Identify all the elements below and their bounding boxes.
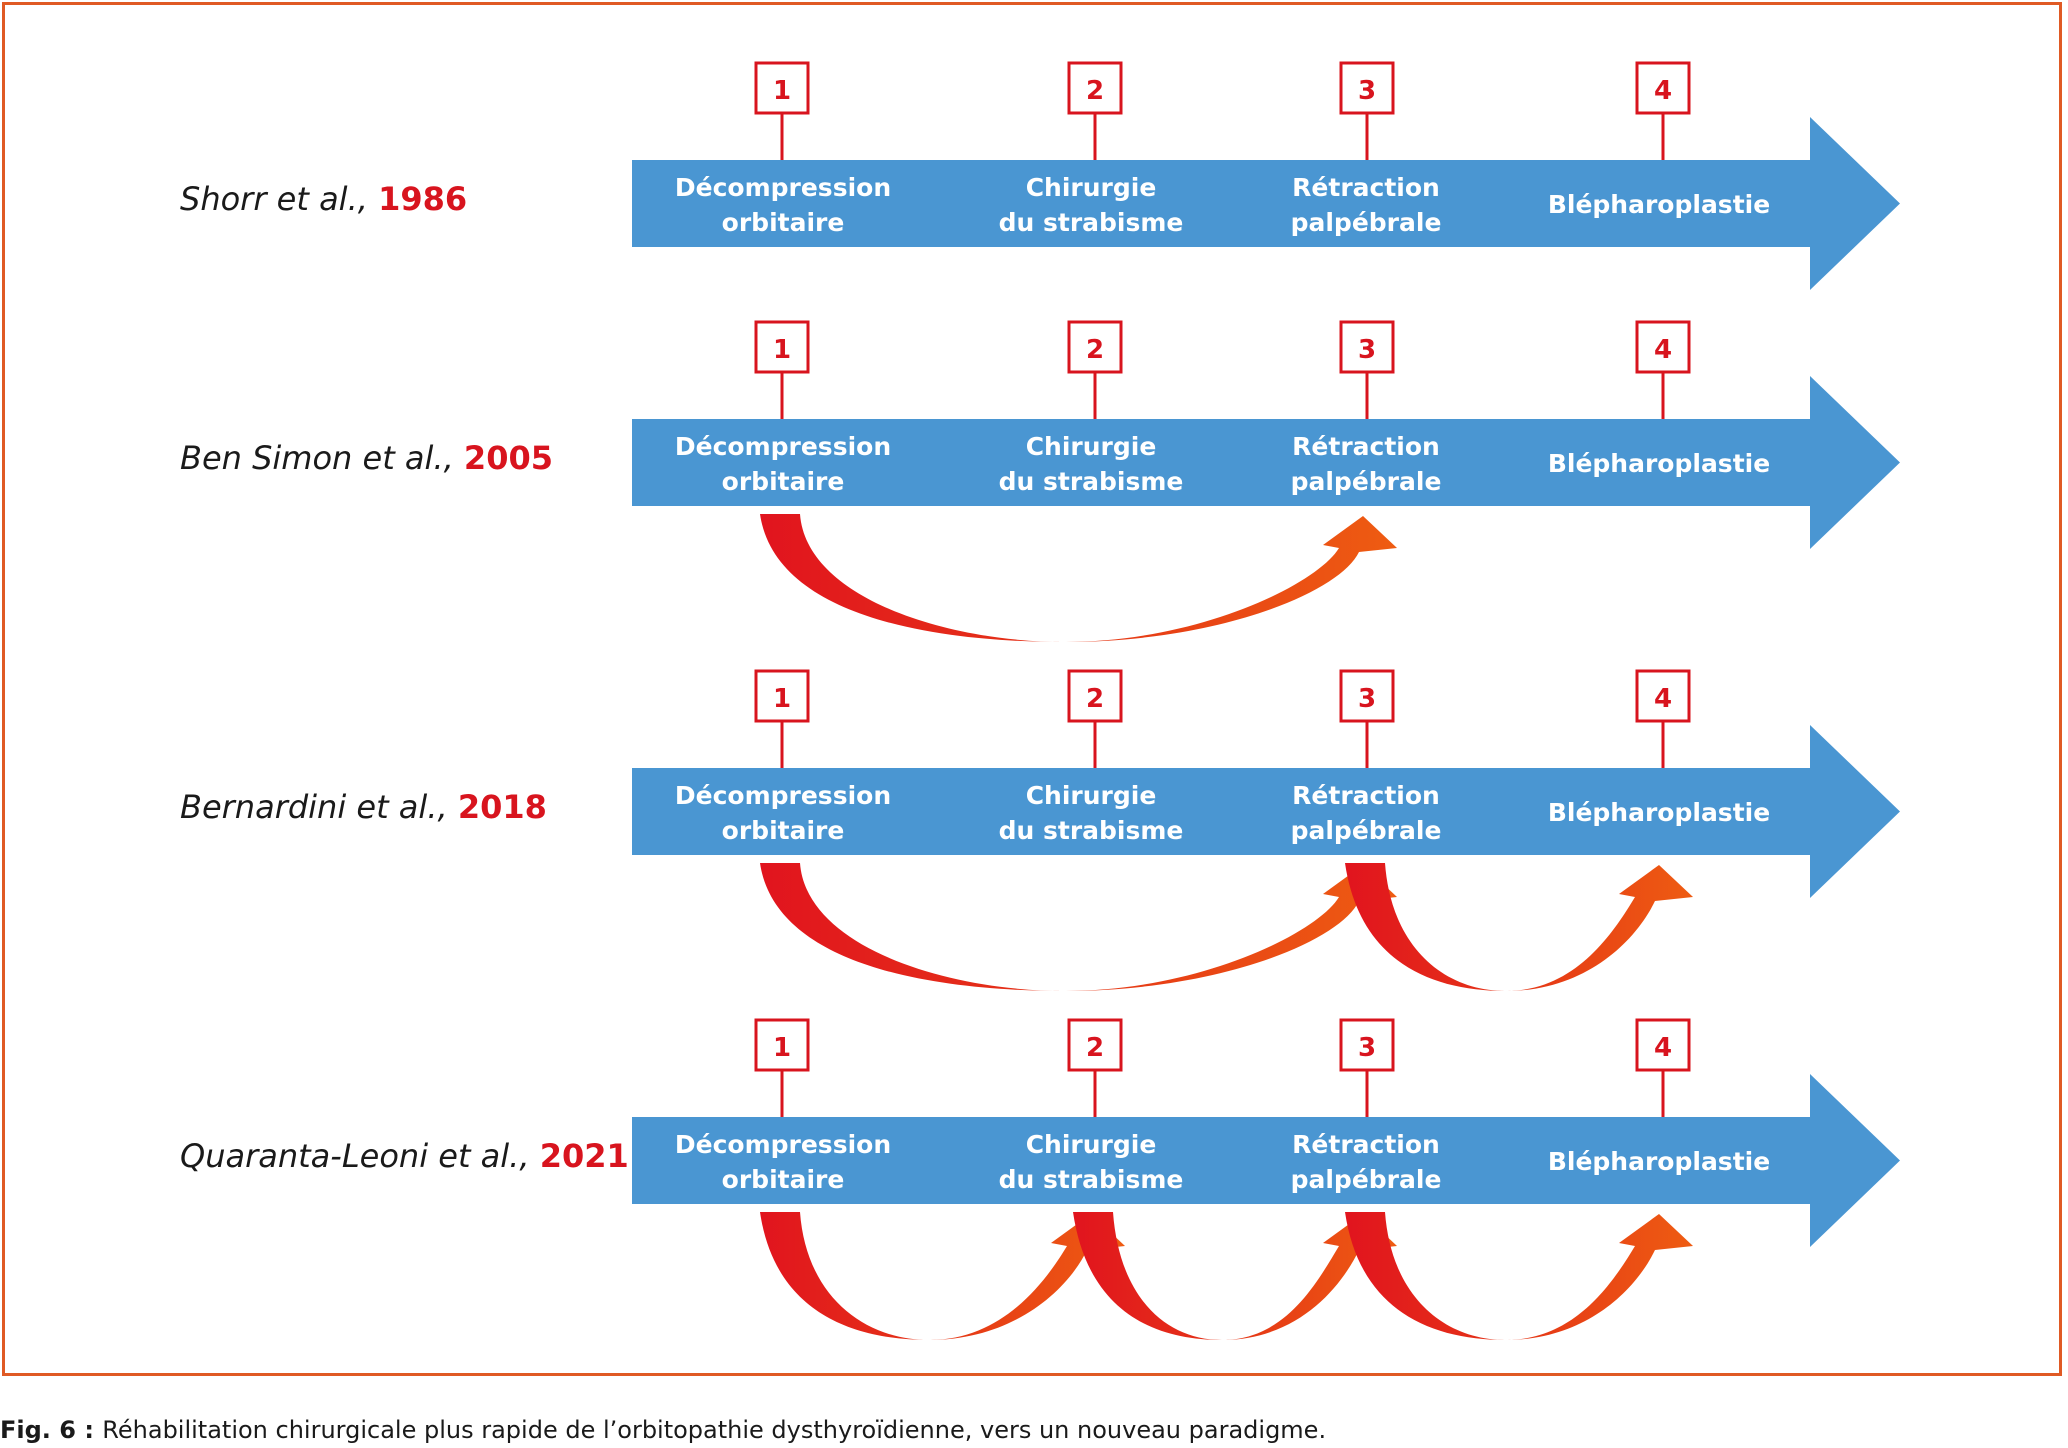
author-name: Bernardini et al., [180,788,458,826]
caption-text: Réhabilitation chirurgicale plus rapide de l’orbitopathie dysthyroïdienne, vers un nouveau paradigme. [102,1416,1327,1444]
step-label: Blépharoplastie [1547,1147,1771,1176]
skip-step-arrow [1345,1212,1693,1340]
caption-label: Fig. 6 : [0,1416,103,1444]
step-label-line2: du strabisme [998,467,1184,496]
step-number: 3 [1357,684,1377,714]
step-number: 2 [1085,684,1105,714]
step-label-line2: palpébrale [1290,208,1442,237]
publication-year: 2005 [463,439,553,477]
step-label: Blépharoplastie [1547,798,1771,827]
author-name: Ben Simon et al., [180,439,464,477]
step-number: 4 [1653,335,1673,365]
step-label-line2: palpébrale [1290,467,1442,496]
step-label-line2: du strabisme [998,1165,1184,1194]
step-label-line2: orbitaire [721,816,845,845]
step-label-line2: du strabisme [998,816,1184,845]
step-label: Blépharoplastie [1547,190,1771,219]
step-label-line2: orbitaire [721,208,845,237]
step-number: 4 [1653,76,1673,106]
author-name: Quaranta-Leoni et al., [180,1137,540,1175]
step-label-line2: palpébrale [1290,816,1442,845]
step-number: 3 [1357,335,1377,365]
skip-step-arrow [1073,1212,1397,1340]
step-number: 2 [1085,1033,1105,1063]
skip-step-arrow [760,514,1397,642]
step-label-line2: orbitaire [721,467,845,496]
step-label-line1: Chirurgie [1025,1130,1157,1159]
step-label-line1: Décompression [674,173,892,202]
step-number: 4 [1653,1033,1673,1063]
step-label-line2: orbitaire [721,1165,845,1194]
timeline-row [180,671,1900,991]
publication-year: 2021 [539,1137,629,1175]
row-label [180,180,467,218]
row-label [180,1137,629,1175]
step-number: 2 [1085,335,1105,365]
skip-step-arrow [1345,863,1693,991]
skip-step-arrow [760,863,1397,991]
step-label-line1: Rétraction [1292,173,1440,202]
step-label-line2: du strabisme [998,208,1184,237]
author-name: Shorr et al., [180,180,379,218]
step-label-line1: Rétraction [1292,781,1440,810]
timeline-row [180,63,1900,290]
publication-year: 2018 [457,788,547,826]
timeline-row [180,322,1900,642]
step-label-line1: Rétraction [1292,432,1440,461]
step-label-line1: Chirurgie [1025,173,1157,202]
step-label-line1: Rétraction [1292,1130,1440,1159]
step-number: 1 [772,684,792,714]
step-label-line1: Décompression [674,432,892,461]
figure-caption [0,1416,1326,1444]
step-label: Blépharoplastie [1547,449,1771,478]
step-number: 3 [1357,1033,1377,1063]
skip-step-arrow [760,1212,1125,1340]
step-number: 2 [1085,76,1105,106]
row-label [180,788,547,826]
timeline-row [180,1020,1900,1340]
step-number: 4 [1653,684,1673,714]
step-number: 1 [772,1033,792,1063]
step-label-line1: Décompression [674,1130,892,1159]
step-label-line1: Chirurgie [1025,432,1157,461]
step-label-line1: Chirurgie [1025,781,1157,810]
step-label-line1: Décompression [674,781,892,810]
step-number: 1 [772,76,792,106]
step-number: 1 [772,335,792,365]
step-label-line2: palpébrale [1290,1165,1442,1194]
step-number: 3 [1357,76,1377,106]
publication-year: 1986 [378,180,468,218]
row-label [180,439,553,477]
